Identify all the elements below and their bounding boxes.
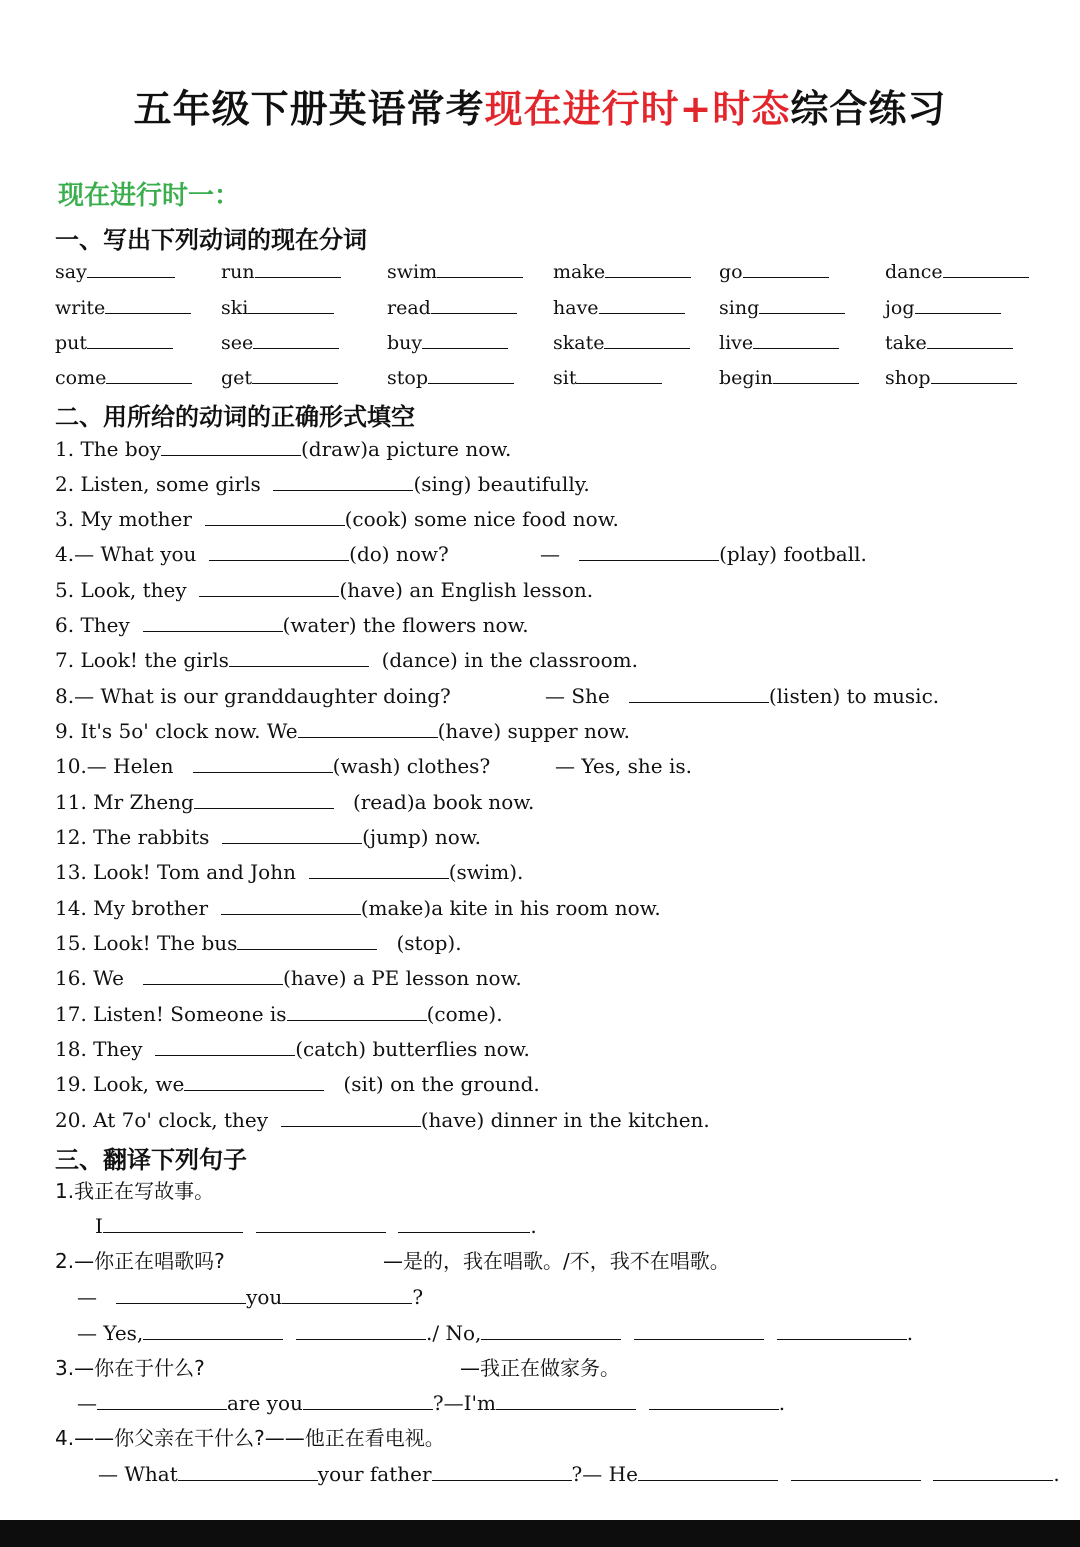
- verb-item: [387, 330, 508, 355]
- verb-item: [885, 295, 1001, 320]
- verb-word: begin: [719, 367, 773, 389]
- translate-q3-line1: — are you ?—I'm .: [77, 1391, 786, 1415]
- answer-blank[interactable]: [753, 330, 839, 349]
- title-part3: 综合练习: [790, 87, 947, 131]
- exercise-item: 7. Look! the girls (dance) in the classroom.: [55, 648, 638, 672]
- answer-blank[interactable]: [143, 966, 283, 985]
- exercise-item: 6. They (water) the flowers now.: [55, 613, 529, 637]
- title-part2: 现在进行时+时态: [484, 87, 791, 131]
- answer-blank[interactable]: [638, 1462, 778, 1481]
- verb-word: take: [885, 332, 927, 354]
- answer-blank[interactable]: [105, 295, 191, 314]
- verb-word: skate: [553, 332, 605, 354]
- exercise-item: 17. Listen! Someone is (come).: [55, 1002, 503, 1026]
- answer-blank[interactable]: [303, 1391, 433, 1410]
- verb-item: [719, 295, 845, 320]
- exercise-item: 11. Mr Zheng (read)a book now.: [55, 790, 535, 814]
- verb-word: stop: [387, 367, 428, 389]
- answer-blank[interactable]: [437, 259, 523, 278]
- verb-word: get: [221, 367, 253, 389]
- answer-blank[interactable]: [282, 1285, 412, 1304]
- exercise-item-answer: — (play) football.: [540, 542, 867, 566]
- answer-blank[interactable]: [155, 1037, 295, 1056]
- verb-item: [55, 259, 175, 284]
- subtitle: 现在进行时一：: [58, 181, 241, 211]
- verb-item: [553, 365, 662, 390]
- answer-blank[interactable]: [398, 1214, 530, 1233]
- answer-blank[interactable]: [773, 365, 859, 384]
- bottom-bar: [0, 1520, 1080, 1547]
- answer-blank[interactable]: [777, 1321, 907, 1340]
- verb-item: [55, 365, 192, 390]
- verb-word: dance: [885, 261, 943, 283]
- verb-word: go: [719, 261, 743, 283]
- answer-blank[interactable]: [143, 613, 283, 632]
- verb-word: sing: [719, 297, 760, 319]
- verb-item: [55, 330, 173, 355]
- exercise-item: 8.— What is our granddaughter doing?: [55, 684, 451, 708]
- verb-word: ski: [221, 297, 249, 319]
- answer-blank[interactable]: [579, 542, 719, 561]
- answer-blank[interactable]: [248, 295, 334, 314]
- verb-word: say: [55, 261, 87, 283]
- verb-word: write: [55, 297, 106, 319]
- verb-word: make: [553, 261, 606, 283]
- answer-blank[interactable]: [927, 330, 1013, 349]
- exercise-item: 12. The rabbits (jump) now.: [55, 825, 481, 849]
- section2-heading: 二、用所给的动词的正确形式填空: [55, 403, 415, 431]
- verb-item: [885, 365, 1017, 390]
- answer-blank[interactable]: [931, 365, 1017, 384]
- verb-word: sit: [553, 367, 577, 389]
- verb-item: [719, 259, 829, 284]
- answer-blank[interactable]: [229, 648, 369, 667]
- page-title: [0, 78, 1080, 133]
- answer-blank[interactable]: [87, 330, 173, 349]
- answer-blank[interactable]: [205, 507, 345, 526]
- verb-word: run: [221, 261, 255, 283]
- exercise-item: 19. Look, we (sit) on the ground.: [55, 1072, 540, 1096]
- verb-item: [221, 259, 341, 284]
- answer-blank[interactable]: [604, 330, 690, 349]
- exercise-item: 3. My mother (cook) some nice food now.: [55, 507, 619, 531]
- exercise-item: 13. Look! Tom and John (swim).: [55, 860, 524, 884]
- answer-blank[interactable]: [422, 330, 508, 349]
- answer-blank[interactable]: [943, 259, 1029, 278]
- answer-blank[interactable]: [193, 754, 333, 773]
- answer-blank[interactable]: [221, 896, 361, 915]
- verb-item: [885, 259, 1029, 284]
- answer-blank[interactable]: [87, 259, 175, 278]
- answer-blank[interactable]: [287, 1002, 427, 1021]
- exercise-item: 20. At 7o' clock, they (have) dinner in the kitchen.: [55, 1108, 710, 1132]
- exercise-item: 5. Look, they (have) an English lesson.: [55, 578, 594, 602]
- answer-blank[interactable]: [649, 1391, 779, 1410]
- exercise-item: 4.— What you (do) now?: [55, 542, 449, 566]
- exercise-item: 10.— Helen (wash) clothes?: [55, 754, 491, 778]
- verb-word: shop: [885, 367, 931, 389]
- answer-blank[interactable]: [255, 259, 341, 278]
- answer-blank[interactable]: [143, 1321, 283, 1340]
- answer-blank[interactable]: [199, 578, 339, 597]
- verb-item: [719, 330, 839, 355]
- answer-blank[interactable]: [496, 1391, 636, 1410]
- verb-word: come: [55, 367, 107, 389]
- verb-word: see: [221, 332, 254, 354]
- answer-blank[interactable]: [599, 295, 685, 314]
- answer-blank[interactable]: [97, 1391, 227, 1410]
- verb-item: [553, 295, 685, 320]
- answer-blank[interactable]: [253, 330, 339, 349]
- answer-blank[interactable]: [428, 365, 514, 384]
- answer-blank[interactable]: [576, 365, 662, 384]
- verb-word: read: [387, 297, 431, 319]
- answer-blank[interactable]: [634, 1321, 764, 1340]
- verb-item: [221, 365, 338, 390]
- verb-item: [55, 295, 191, 320]
- exercise-item-answer: — She (listen) to music.: [545, 684, 940, 708]
- translate-q3-prompt-answer: —我正在做家务。: [460, 1356, 620, 1380]
- answer-blank[interactable]: [281, 1108, 421, 1127]
- verb-item: [719, 365, 859, 390]
- translate-q4-line1: — What your father ?— He .: [98, 1462, 1060, 1486]
- verb-word: jog: [885, 297, 915, 319]
- translate-q2-line2: — Yes, ./ No, .: [77, 1321, 914, 1345]
- answer-blank[interactable]: [431, 295, 517, 314]
- answer-blank[interactable]: [629, 684, 769, 703]
- answer-blank[interactable]: [237, 931, 377, 950]
- exercise-item: 16. We (have) a PE lesson now.: [55, 966, 522, 990]
- answer-blank[interactable]: [273, 472, 413, 491]
- translate-q1-prompt: 1.我正在写故事。: [55, 1179, 215, 1203]
- answer-blank[interactable]: [298, 719, 438, 738]
- exercise-item: 15. Look! The bus (stop).: [55, 931, 462, 955]
- answer-blank[interactable]: [605, 259, 691, 278]
- verb-item: [885, 330, 1013, 355]
- verb-word: put: [55, 332, 88, 354]
- answer-blank[interactable]: [256, 1214, 386, 1233]
- exercise-item: 2. Listen, some girls (sing) beautifully.: [55, 472, 590, 496]
- translate-q4-prompt: 4.——你父亲在干什么?——他正在看电视。: [55, 1426, 445, 1450]
- translate-q2-line1: — you ?: [77, 1285, 424, 1309]
- verb-item: [553, 330, 690, 355]
- title-part1: 五年级下册英语常考: [133, 87, 485, 131]
- verb-word: live: [719, 332, 754, 354]
- answer-blank[interactable]: [915, 295, 1001, 314]
- answer-blank[interactable]: [309, 860, 449, 879]
- exercise-item: 18. They (catch) butterflies now.: [55, 1037, 530, 1061]
- verb-item: [221, 295, 334, 320]
- answer-blank[interactable]: [178, 1462, 318, 1481]
- verb-item: [221, 330, 339, 355]
- answer-blank[interactable]: [481, 1321, 621, 1340]
- answer-blank[interactable]: [103, 1214, 243, 1233]
- answer-blank[interactable]: [933, 1462, 1053, 1481]
- answer-blank[interactable]: [106, 365, 192, 384]
- answer-blank[interactable]: [209, 542, 349, 561]
- translate-q2-prompt-answer: —是的，我在唱歌。/不，我不在唱歌。: [383, 1249, 730, 1273]
- verb-item: [387, 295, 517, 320]
- answer-blank[interactable]: [184, 1072, 324, 1091]
- translate-q1-answer: I .: [95, 1214, 537, 1238]
- answer-blank[interactable]: [759, 295, 845, 314]
- verb-word: have: [553, 297, 599, 319]
- answer-blank[interactable]: [432, 1462, 572, 1481]
- verb-word: swim: [387, 261, 438, 283]
- section1-heading: 一、写出下列动词的现在分词: [55, 226, 367, 254]
- answer-blank[interactable]: [252, 365, 338, 384]
- section3-heading: 三、翻译下列句子: [55, 1146, 247, 1174]
- answer-blank[interactable]: [194, 790, 334, 809]
- translate-q3-prompt: 3.—你在于什么?: [55, 1356, 205, 1380]
- answer-blank[interactable]: [161, 437, 301, 456]
- answer-blank[interactable]: [116, 1285, 246, 1304]
- exercise-item-answer: — Yes, she is.: [555, 754, 692, 778]
- exercise-item: 9. It's 5o' clock now. We (have) supper now.: [55, 719, 631, 743]
- answer-blank[interactable]: [743, 259, 829, 278]
- verb-item: [387, 259, 523, 284]
- translate-q2-prompt: 2.—你正在唱歌吗?: [55, 1249, 225, 1273]
- exercise-item: 1. The boy (draw)a picture now.: [55, 437, 512, 461]
- verb-item: [387, 365, 514, 390]
- answer-blank[interactable]: [791, 1462, 921, 1481]
- exercise-item: 14. My brother (make)a kite in his room now.: [55, 896, 661, 920]
- answer-blank[interactable]: [296, 1321, 426, 1340]
- verb-word: buy: [387, 332, 423, 354]
- verb-item: [553, 259, 691, 284]
- answer-blank[interactable]: [222, 825, 362, 844]
